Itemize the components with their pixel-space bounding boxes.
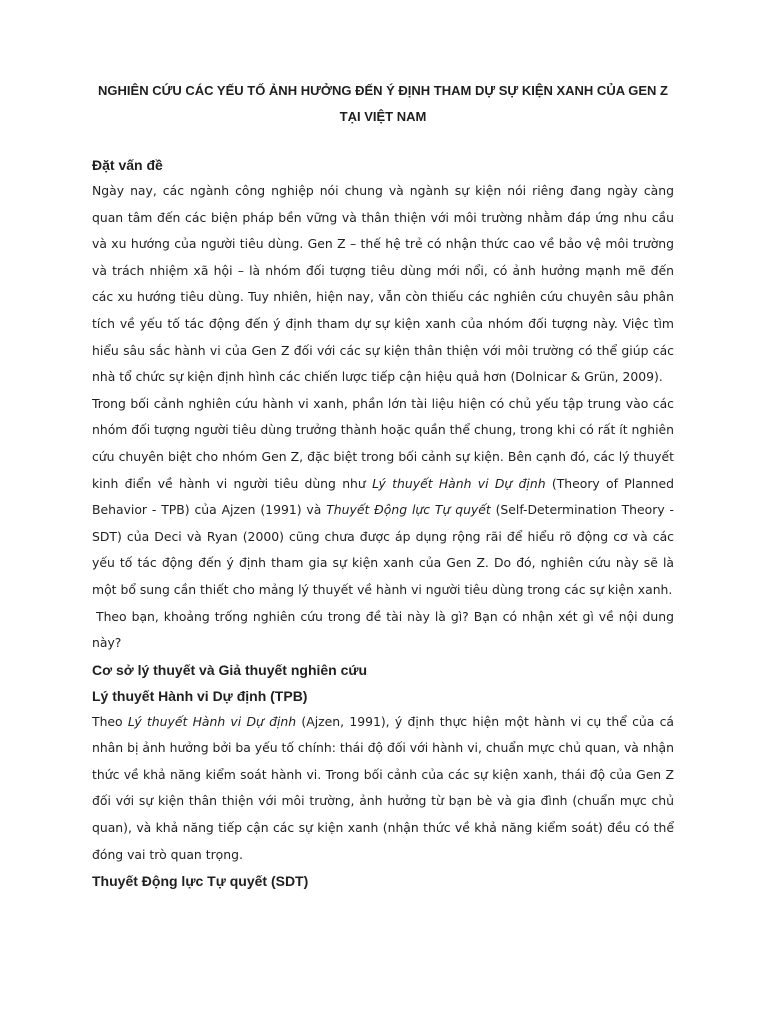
question-text: Theo bạn, khoảng trống nghiên cứu trong đề tài này là gì? Bạn có nhận xét gì về nội dung này? — [92, 608, 674, 651]
paragraph-introduction: Ngày nay, các ngành công nghiệp nói chung và ngành sự kiện nói riêng đang ngày càng quan tâm đến các biện pháp bền vững và thân thiện với môi trường nhằm đáp ứng nhu cầu và xu hướng của người tiêu dùng. Gen Z – thế hệ trẻ có nhận thức cao về bảo vệ môi trường và trách nhiệm xã hội – là nhóm đối tượng tiêu dùng mới nổi, có ảnh hưởng mạnh mẽ đến các xu hướng tiêu dùng. Tuy nhiên, hiện nay, vẫn còn thiếu các nghiên cứu chuyên sâu phân tích về yếu tố tác động đến ý định tham dự sự kiện xanh của nhóm đối tượng này. Việc tìm hiểu sâu sắc hành vi của Gen Z đối với các sự kiện thân thiện với môi trường có thể giúp các nhà tổ chức sự kiện định hình các chiến lược tiếp cận hiệu quả hơn (Dolnicar & Grün, 2009). — [92, 183, 674, 385]
subheading-sdt: Thuyết Động lực Tự quyết (SDT) — [92, 873, 309, 890]
section-heading-theory: Cơ sở lý thuyết và Giả thuyết nghiên cứu — [92, 661, 368, 678]
text-run: (Ajzen, 1991), ý định thực hiện một hành vi cụ thể của cá nhân bị ảnh hưởng bởi ba yếu tố chính: thái độ đối với hành vi, chuẩn mực chủ quan, và nhận thức về khả năng kiểm soát hành vi. Trong bối cảnh của các sự kiện xanh, thái độ của Gen Z đối với sự kiện thân thiện với môi trường, ảnh hưởng từ bạn bè và gia đình (chuẩn mực chủ quan), và khả năng tiếp cận các sự kiện xanh (nhận thức về khả năng kiểm soát) đều có thể đóng vai trò quan trọng. — [92, 713, 674, 862]
text-run: (Self-Determination Theory - SDT) của Deci và Ryan (2000) cũng chưa được áp dụng rộng rãi để hiểu rõ động cơ và các yếu tố tác động đến ý định tham gia sự kiện xanh của Gen Z. Do đó, nghiên cứu này sẽ là một bổ sung cần thiết cho mảng lý thuyết về hành vi người tiêu dùng trong các sự kiện xanh. — [92, 502, 674, 597]
paragraph-research-context — [92, 391, 674, 604]
paragraph-tpb — [92, 709, 674, 869]
italic-term-tpb: Lý thuyết Hành vi Dự định — [127, 713, 297, 729]
document-page — [92, 78, 674, 894]
text-run: (Theory of Planned Behavior - TPB) của Ajzen (1991) và — [92, 475, 674, 518]
section-heading-problem: Đặt vấn đề — [92, 157, 163, 173]
italic-term-sdt: Thuyết Động lực Tự quyết — [326, 502, 491, 518]
document-title: NGHIÊN CỨU CÁC YẾU TỐ ẢNH HƯỞNG ĐẾN Ý ĐỊNH THAM DỰ SỰ KIỆN XANH CỦA GEN Z TẠI VIỆT NAM — [98, 83, 668, 124]
text-run: Theo — [92, 713, 128, 729]
text-run: Trong bối cảnh nghiên cứu hành vi xanh, phần lớn tài liệu hiện có chủ yếu tập trung vào các nhóm đối tượng người tiêu dùng trưởng thành hoặc quần thể chung, trong khi có rất ít nghiên cứu chuyên biệt cho nhóm Gen Z, đặc biệt trong bối cảnh sự kiện. Bên cạnh đó, các lý thuyết kinh điển về hành vi người tiêu dùng như — [92, 395, 674, 491]
paragraph-question — [92, 604, 674, 657]
italic-term-tpb: Lý thuyết Hành vi Dự định — [372, 475, 546, 491]
subheading-tpb: Lý thuyết Hành vi Dự định (TPB) — [92, 687, 308, 704]
